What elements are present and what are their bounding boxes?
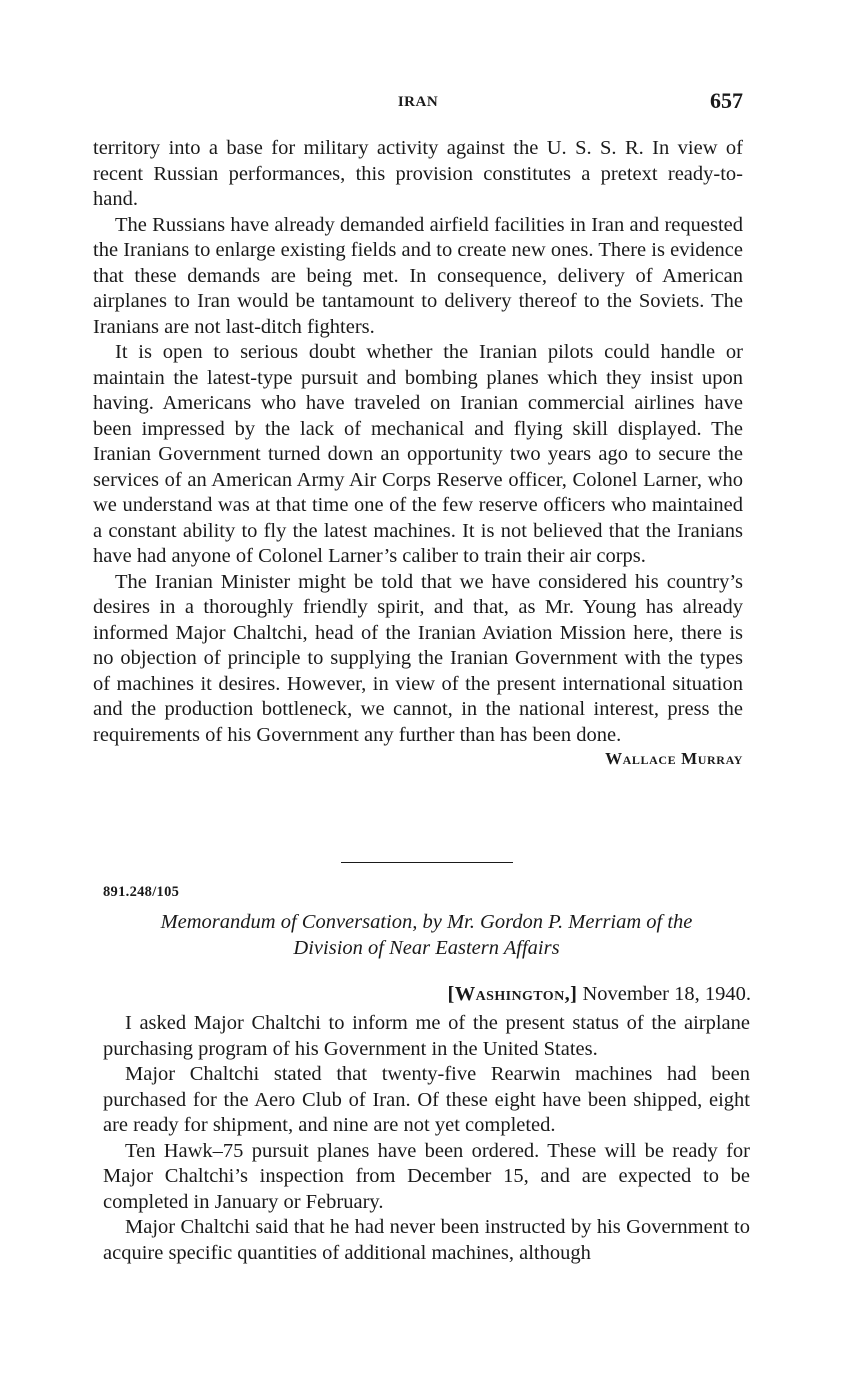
file-number: 891.248/105 [103,884,180,900]
paragraph: territory into a base for military activity against the U. S. S. R. In view of recent Russian performances, this provision constitutes a pretext ready-to-hand. [93,137,743,210]
memo-title-line: Division of Near Eastern Affairs [293,936,560,959]
signature: Wallace Murray [605,749,743,768]
memo-merriam-body [103,1011,750,1266]
memo-murray-body [93,136,743,770]
dateline-place: [Washington,] [447,983,578,1005]
running-head [93,88,743,118]
paragraph: The Russians have already demanded airfield facilities in Iran and requested the Iranians to enlarge existing fields and to create new ones. There is evidence that these demands are being met. In consequence, delivery of American airplanes to Iran would be tantamount to delivery thereof to the Soviets. The Iranians are not last-ditch fighters. [93,213,743,338]
page-number: 657 [710,88,743,113]
paragraph: Major Chaltchi said that he had never been instructed by his Government to acquire specific quantities of additional machines, although [103,1216,750,1264]
section-divider [341,862,513,863]
paragraph: The Iranian Minister might be told that we have considered his country’s desires in a thoroughly friendly spirit, and that, as Mr. Young has already informed Major Chaltchi, head of the Iranian Aviation Mission here, there is no objection of principle to supplying the Iranian Government with the types of machines it desires. However, in view of the present international situation and the production bottleneck, we cannot, in the national interest, press the requirements of his Government any further than has been done. [93,570,743,746]
paragraph: Major Chaltchi stated that twenty-five Rearwin machines had been purchased for the Aero Club of Iran. Of these eight have been shipped, eight are ready for shipment, and nine are not yet completed. [103,1063,750,1136]
dateline-date: November 18, 1940. [582,983,751,1005]
memo-title-line: Memorandum of Conversation, by Mr. Gordon P. Merriam of the [160,911,693,933]
dateline [448,982,751,1008]
paragraph: It is open to serious doubt whether the Iranian pilots could handle or maintain the latest-type pursuit and bombing planes which they insist upon having. Americans who have traveled on Iranian commercial airlines have been impressed by the lack of mechanical and flying skill displayed. The Iranian Government turned down an opportunity two years ago to secure the services of an American Army Air Corps Reserve officer, Colonel Larner, who we understand was at that time one of the few reserve officers who maintained a constant ability to fly the latest machines. It is not believed that the Iranians have had anyone of Colonel Larner’s caliber to train their air corps. [93,341,743,567]
running-head-title: IRAN [397,94,439,110]
memo-title [103,910,750,961]
paragraph: Ten Hawk–75 pursuit planes have been ordered. These will be ready for Major Chaltchi’s inspection from December 15, and are expected to be completed in January or February. [103,1139,750,1213]
paragraph: I asked Major Chaltchi to inform me of the present status of the airplane purchasing program of his Government in the United States. [103,1012,750,1060]
